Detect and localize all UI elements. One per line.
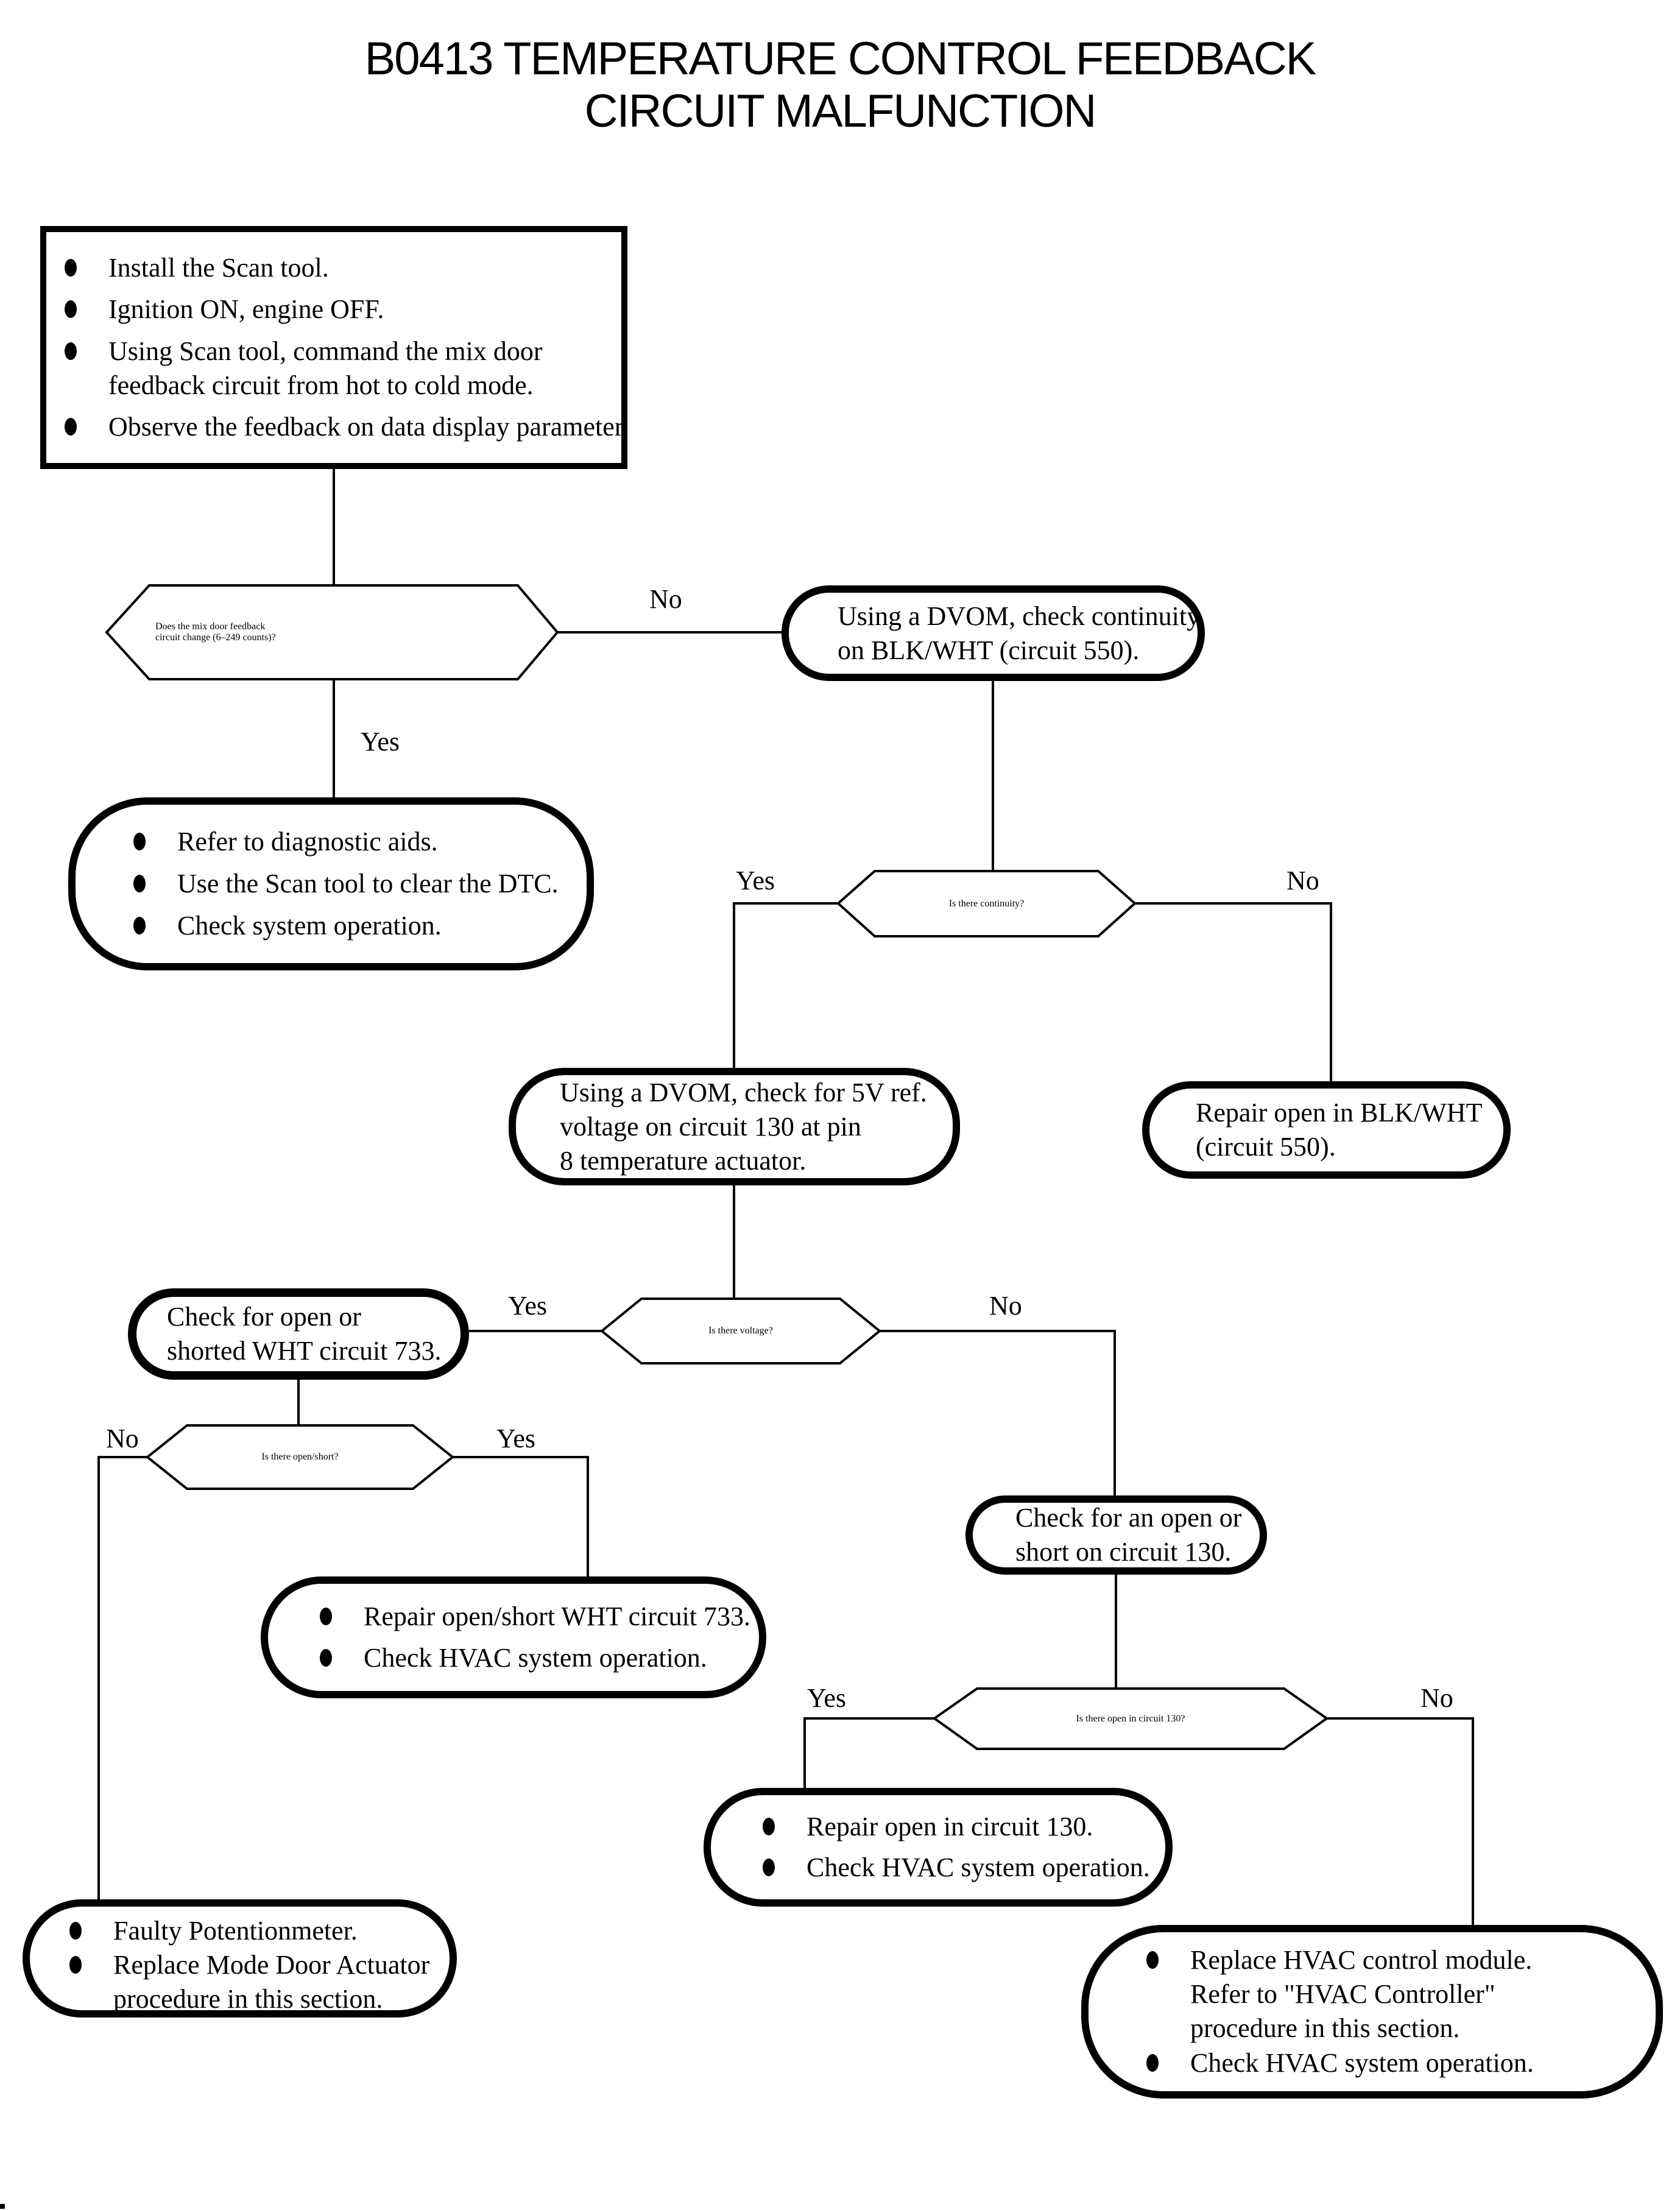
check-5v-box bbox=[509, 1068, 960, 1185]
step-text bbox=[113, 1948, 429, 2016]
bullet-icon bbox=[320, 1608, 332, 1625]
step-text: Observe the feedback on data display parameter. bbox=[108, 412, 629, 442]
connector-continuity-yes bbox=[734, 903, 838, 1068]
decision-text-line: Is there open in circuit 130? bbox=[1076, 1713, 1185, 1724]
list-item bbox=[133, 825, 568, 859]
branch-label-no: No bbox=[649, 584, 682, 614]
action-text-line: Using a DVOM, check continuity bbox=[838, 601, 1201, 631]
bullet-icon bbox=[1146, 1951, 1159, 1969]
page-title-line2: CIRCUIT MALFUNCTION bbox=[584, 85, 1096, 137]
step-text: Check HVAC system operation. bbox=[1190, 2047, 1534, 2078]
action-text-line: short on circuit 130. bbox=[1015, 1537, 1232, 1567]
step-text: Use the Scan tool to clear the DTC. bbox=[177, 869, 559, 898]
branch-label-no: No bbox=[989, 1291, 1022, 1321]
bullet-icon bbox=[65, 259, 77, 277]
branch-label-no: No bbox=[106, 1424, 139, 1453]
decision-text-line: Is there voltage? bbox=[708, 1326, 773, 1336]
bullet-icon bbox=[1146, 2054, 1159, 2072]
bullet-icon bbox=[65, 418, 77, 436]
step-text-line: feedback circuit from hot to cold mode. bbox=[108, 370, 534, 400]
list-item bbox=[65, 410, 629, 444]
bullet-icon bbox=[320, 1649, 332, 1667]
list-item bbox=[1146, 1943, 1643, 2046]
list-item bbox=[763, 1851, 1153, 1885]
branch-label-yes: Yes bbox=[508, 1291, 548, 1321]
action-text-line: Check for open or bbox=[167, 1302, 361, 1332]
connector-open130-no bbox=[1327, 1718, 1473, 1925]
action-text-line: 8 temperature actuator. bbox=[560, 1145, 806, 1176]
step-text: Faulty Potentionmeter. bbox=[113, 1916, 358, 1946]
bullet-icon bbox=[133, 875, 146, 892]
page-title bbox=[0, 33, 1680, 138]
action-text-line: Check for an open or bbox=[1015, 1503, 1242, 1533]
faulty-potentiometer-box bbox=[23, 1899, 457, 2018]
step-text-line: Replace HVAC control module. bbox=[1190, 1945, 1533, 1975]
decision-text-line: Is there open/short? bbox=[261, 1452, 339, 1462]
decision-mix-door bbox=[107, 585, 557, 679]
check-wht-733-box bbox=[128, 1288, 469, 1380]
decision-continuity bbox=[838, 871, 1135, 936]
list-item bbox=[763, 1810, 1153, 1844]
action-text-line: shorted WHT circuit 733. bbox=[167, 1336, 442, 1366]
check-circuit-130-box bbox=[965, 1495, 1267, 1575]
decision-text-line: Does the mix door feedback bbox=[155, 621, 266, 632]
bullet-icon bbox=[69, 1922, 82, 1940]
bullet-icon bbox=[65, 300, 77, 318]
list-item bbox=[133, 867, 568, 901]
step-text-line: Refer to "HVAC Controller" bbox=[1190, 1979, 1495, 2010]
bullet-icon bbox=[133, 833, 146, 850]
step-text bbox=[1190, 1943, 1532, 2046]
branch-label-no: No bbox=[1421, 1683, 1453, 1713]
start-steps-box bbox=[40, 226, 627, 469]
step-text: Check system operation. bbox=[177, 911, 442, 941]
step-text-line: procedure in this section. bbox=[1190, 2013, 1460, 2044]
action-text-line: Using a DVOM, check for 5V ref. bbox=[560, 1077, 927, 1107]
list-item bbox=[320, 1600, 751, 1634]
step-text: Repair open in circuit 130. bbox=[806, 1812, 1093, 1842]
branch-label-yes: Yes bbox=[496, 1424, 536, 1453]
step-text: Repair open/short WHT circuit 733. bbox=[364, 1601, 751, 1631]
step-text-line: Using Scan tool, command the mix door bbox=[108, 336, 543, 366]
repair-wht-733-box bbox=[261, 1576, 766, 1698]
action-text-line: (circuit 550). bbox=[1196, 1132, 1336, 1162]
connector-openshort-yes bbox=[453, 1457, 588, 1576]
step-text: Ignition ON, engine OFF. bbox=[108, 294, 384, 325]
branch-label-yes: Yes bbox=[736, 866, 775, 895]
bullet-icon bbox=[65, 342, 77, 360]
check-continuity-box bbox=[782, 585, 1205, 681]
decision-text-line: Is there continuity? bbox=[948, 898, 1025, 909]
step-text: Install the Scan tool. bbox=[108, 252, 329, 283]
list-item bbox=[133, 909, 568, 943]
decision-voltage bbox=[602, 1299, 880, 1363]
connector-open130-yes bbox=[805, 1718, 934, 1788]
branch-label-no: No bbox=[1286, 866, 1319, 895]
list-item bbox=[69, 1948, 437, 2016]
page-title-line1: B0413 TEMPERATURE CONTROL FEEDBACK bbox=[364, 33, 1316, 85]
repair-blk-wht-box bbox=[1142, 1081, 1511, 1179]
bullet-icon bbox=[763, 1859, 775, 1876]
replace-hvac-module-box bbox=[1081, 1925, 1663, 2099]
connector-voltage-no bbox=[880, 1331, 1115, 1495]
decision-open-short bbox=[147, 1425, 453, 1489]
step-text: Check HVAC system operation. bbox=[364, 1643, 707, 1673]
step-text-line: procedure in this section. bbox=[113, 1984, 383, 2014]
bullet-icon bbox=[763, 1818, 775, 1835]
decision-open-130 bbox=[934, 1689, 1327, 1749]
step-text-line: Replace Mode Door Actuator bbox=[113, 1950, 430, 1980]
bullet-icon bbox=[133, 917, 146, 934]
branch-label-yes: Yes bbox=[361, 727, 400, 757]
list-item bbox=[65, 292, 609, 327]
action-text-line: voltage on circuit 130 at pin bbox=[560, 1111, 861, 1142]
step-text: Check HVAC system operation. bbox=[806, 1852, 1150, 1882]
decision-text-line: circuit change (6–249 counts)? bbox=[155, 632, 276, 643]
action-text-line: Repair open in BLK/WHT bbox=[1196, 1098, 1483, 1128]
step-text: Refer to diagnostic aids. bbox=[177, 827, 438, 856]
scan-artifact-dot bbox=[0, 2204, 5, 2209]
diagnostic-aids-box bbox=[68, 797, 594, 970]
step-text bbox=[108, 334, 542, 403]
branch-label-yes: Yes bbox=[807, 1683, 847, 1713]
bullet-icon bbox=[69, 1956, 82, 1974]
list-item bbox=[1146, 2046, 1643, 2080]
list-item bbox=[65, 251, 609, 285]
list-item bbox=[320, 1641, 747, 1675]
connector-openshort-no bbox=[99, 1457, 147, 1899]
list-item bbox=[69, 1914, 437, 1948]
action-text-line: on BLK/WHT (circuit 550). bbox=[838, 635, 1140, 665]
list-item bbox=[65, 334, 609, 403]
connector-continuity-no bbox=[1135, 903, 1331, 1081]
repair-circuit-130-box bbox=[704, 1788, 1173, 1907]
